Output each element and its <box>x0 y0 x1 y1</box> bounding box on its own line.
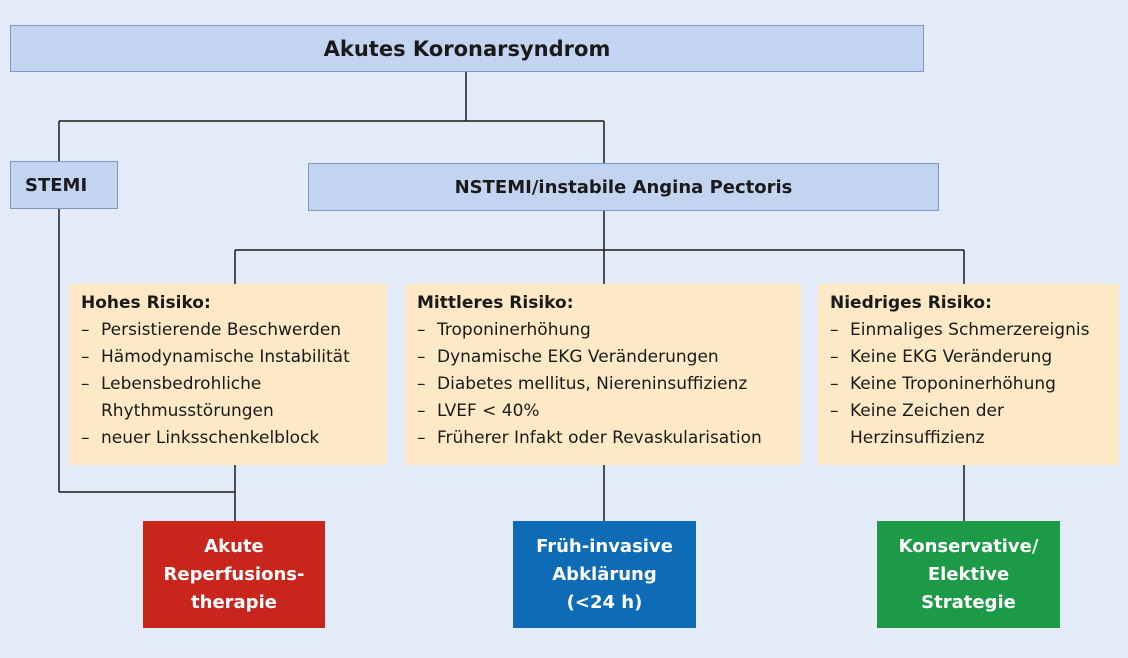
reperfusion-therapy-box <box>143 521 325 628</box>
high-risk-list <box>81 317 387 452</box>
list-item: – neuer Linksschenkelblock <box>81 428 320 448</box>
nstemi-box <box>308 163 939 211</box>
title-box <box>10 25 924 72</box>
list-item: – Persistierende Beschwerden <box>81 320 342 340</box>
list-item: – Keine Troponinerhöhung <box>830 374 1056 394</box>
list-item: – LVEF < 40% <box>417 401 540 421</box>
low-risk-heading: Niedriges Risiko: <box>830 293 992 313</box>
nstemi-label: NSTEMI/instabile Angina Pectoris <box>454 176 793 198</box>
action-line: Reperfusions- <box>163 563 305 585</box>
action-line: Früh-invasive <box>536 535 673 557</box>
list-item: – Lebensbedrohliche Rhythmusstörungen <box>81 374 274 421</box>
action-line: Elektive <box>927 563 1010 585</box>
action-line: (<24 h) <box>566 591 643 613</box>
list-item: – Keine EKG Veränderung <box>830 347 1053 367</box>
conservative-strategy-box <box>877 521 1060 628</box>
list-item: – Dynamische EKG Veränderungen <box>417 347 719 367</box>
stemi-label: STEMI <box>25 174 88 196</box>
list-item: – Diabetes mellitus, Niereninsuffizienz <box>417 374 748 394</box>
list-item: – Keine Zeichen der Herzinsuffizienz <box>830 401 1004 448</box>
low-risk-box <box>818 284 1119 465</box>
list-item: – Früherer Infakt oder Revaskularisation <box>417 428 762 448</box>
mid-risk-box <box>405 284 801 465</box>
list-item: – Troponinerhöhung <box>417 320 591 340</box>
action-line: Strategie <box>921 591 1016 613</box>
list-item: – Hämodynamische Instabilität <box>81 347 350 367</box>
high-risk-box <box>69 284 387 465</box>
mid-risk-list <box>417 317 801 452</box>
low-risk-list <box>830 317 1119 452</box>
action-line: therapie <box>191 591 277 613</box>
early-invasive-box <box>513 521 696 628</box>
action-line: Akute <box>204 535 264 557</box>
action-line: Abklärung <box>552 563 657 585</box>
mid-risk-heading: Mittleres Risiko: <box>417 293 574 313</box>
stemi-box <box>10 161 118 209</box>
high-risk-heading: Hohes Risiko: <box>81 293 211 313</box>
action-line: Konservative/ <box>898 535 1039 557</box>
list-item: – Einmaliges Schmerzereignis <box>830 320 1090 340</box>
diagram-title: Akutes Koronarsyndrom <box>323 36 611 61</box>
